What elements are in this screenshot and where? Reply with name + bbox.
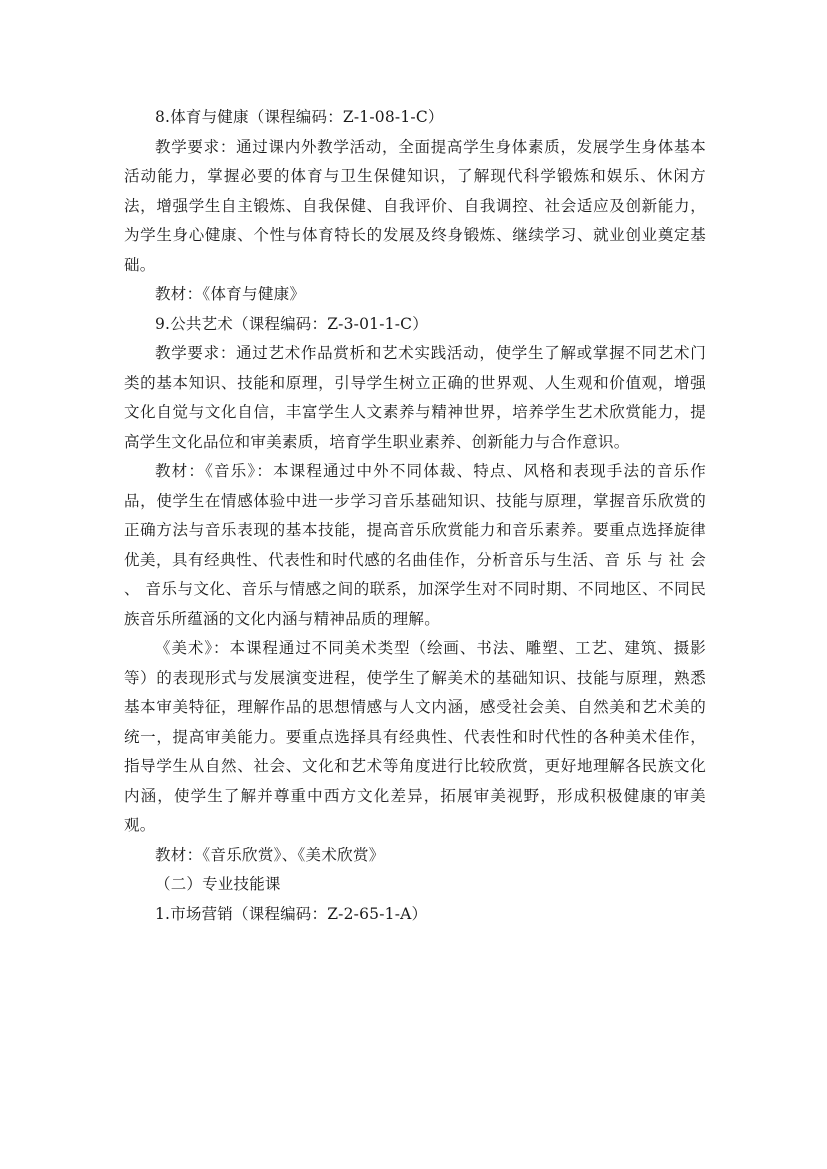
document-body <box>124 103 706 929</box>
appreciation-textbook: 教材：《音乐欣赏》、《美术欣赏》 <box>155 845 385 864</box>
fine-art-description: 《美术》：本课程通过不同美术类型（绘画、书法、雕塑、工艺、建筑、摄影等）的表现形式与发展演变进程，使学生了解美术的基础知识、技能与原理，熟悉基本审美特征，理解作品的思想情感与人文内涵，感受社会美、自然美和艺术美的统一，提高审美能力。要重点选择具有经典性、代表性和时代性的各种美术佳作，指导学生从自然、社会、文化和艺术等角度进行比较欣赏，更好地理解各民族文化内涵，使学生了解并尊重中西方文化差异，拓展审美视野，形成积极健康的审美观。 <box>124 639 706 834</box>
course-heading-public-art: 9.公共艺术（课程编码：Z-3-01-1-C） <box>155 314 428 333</box>
section-heading-professional-skills: （二）专业技能课 <box>155 875 281 893</box>
art-teaching-requirements: 教学要求：通过艺术作品赏析和艺术实践活动，使学生了解或掌握不同艺术门类的基本知识、技能和原理，引导学生树立正确的世界观、人生观和价值观，增强文化自觉与文化自信，丰富学生人文素养与精神世界，培养学生艺术欣赏能力，提高学生文化品位和审美素质，培育学生职业素养、创新能力与合作意识。 <box>124 344 706 451</box>
pe-textbook: 教材：《体育与健康》 <box>155 285 306 303</box>
music-textbook-description: 教材：《音乐》：本课程通过中外不同体裁、特点、风格和表现手法的音乐作品，使学生在情感体验中进一步学习音乐基础知识、技能与原理，掌握音乐欣赏的正确方法与音乐表现的基本技能，提高音乐欣赏能力和音乐素养。要重点选择旋律优美，具有经典性、代表性和时代感的名曲佳作，分析音乐与生活、音 乐 与 社 会 、 音乐与文化、音乐与情感之间的联系，加深学生对不同时期、不同地区、不同民族音乐所蕴涵的文化内涵与精神品质的理解。 <box>124 462 706 628</box>
pe-teaching-requirements: 教学要求：通过课内外教学活动，全面提高学生身体素质，发展学生身体基本活动能力，掌握必要的体育与卫生保健知识，了解现代科学锻炼和娱乐、休闲方法，增强学生自主锻炼、自我保健、自我评价、自我调控、社会适应及创新能力，为学生身心健康、个性与体育特长的发展及终身锻炼、继续学习、就业创业奠定基础。 <box>124 137 706 274</box>
course-heading-marketing: 1.市场营销（课程编码：Z-2-65-1-A） <box>155 904 428 923</box>
course-heading-pe: 8.体育与健康（课程编码：Z-1-08-1-C） <box>155 108 444 126</box>
